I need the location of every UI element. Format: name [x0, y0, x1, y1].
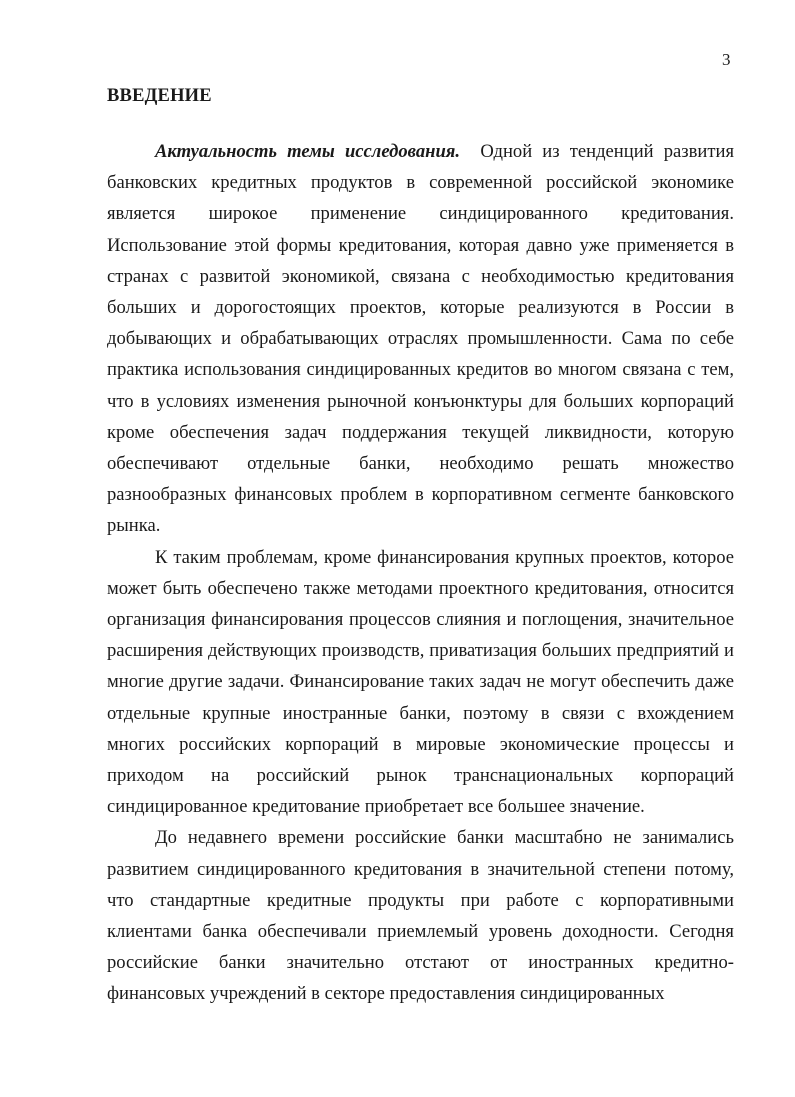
paragraph-text: Одной из тенденций развития банковских кредитных продуктов в современной российской экономике является широкое применение синдицированного кредитования. Использование этой формы кредитования, которая давно уже применяется в странах с развитой экономикой, связана с необходимостью кредитования больших и дорогостоящих проектов, которые реализуются в России в добывающих и обрабатывающих отраслях промышленности. Сама по себе практика использования синдицированных кредитов во многом связана с тем, что в условиях изменения рыночной конъюнктуры для больших корпораций кроме обеспечения задач поддержания текущей ликвидности, которую обеспечивают отдельные банки, необходимо решать множество разнообразных финансовых проблем в корпоративном сегменте банковского рынка. [107, 141, 734, 537]
paragraph-text: До недавнего времени российские банки масштабно не занимались развитием синдицированного кредитования в значительной степени потому, что стандартные кредитные продукты при работе с корпоративными клиентами банка обеспечивали приемлемый уровень доходности. Сегодня российские банки значительно отстают от иностранных кредитно-финансовых учреждений в секторе предоставления синдицированных [107, 827, 734, 1005]
section-heading: ВВЕДЕНИЕ [107, 86, 212, 106]
paragraph-relevance [107, 136, 734, 542]
document-body [107, 136, 734, 1010]
page-number: 3 [722, 50, 731, 69]
paragraph-lead: Актуальность темы исследования. [155, 141, 461, 162]
paragraph-problems [107, 542, 734, 823]
paragraph-russian-banks [107, 822, 734, 1009]
paragraph-text: К таким проблемам, кроме финансирования крупных проектов, которое может быть обеспечено также методами проектного кредитования, относится организация финансирования процессов слияния и поглощения, значительное расширения действующих производств, приватизация больших предприятий и многие другие задачи. Финансирование таких задач не могут обеспечить даже отдельные крупные иностранные банки, поэтому в связи с вхождением многих российских корпораций в мировые экономические процессы и приходом на российский рынок транснациональных корпораций синдицированное кредитование приобретает все большее значение. [107, 546, 734, 818]
